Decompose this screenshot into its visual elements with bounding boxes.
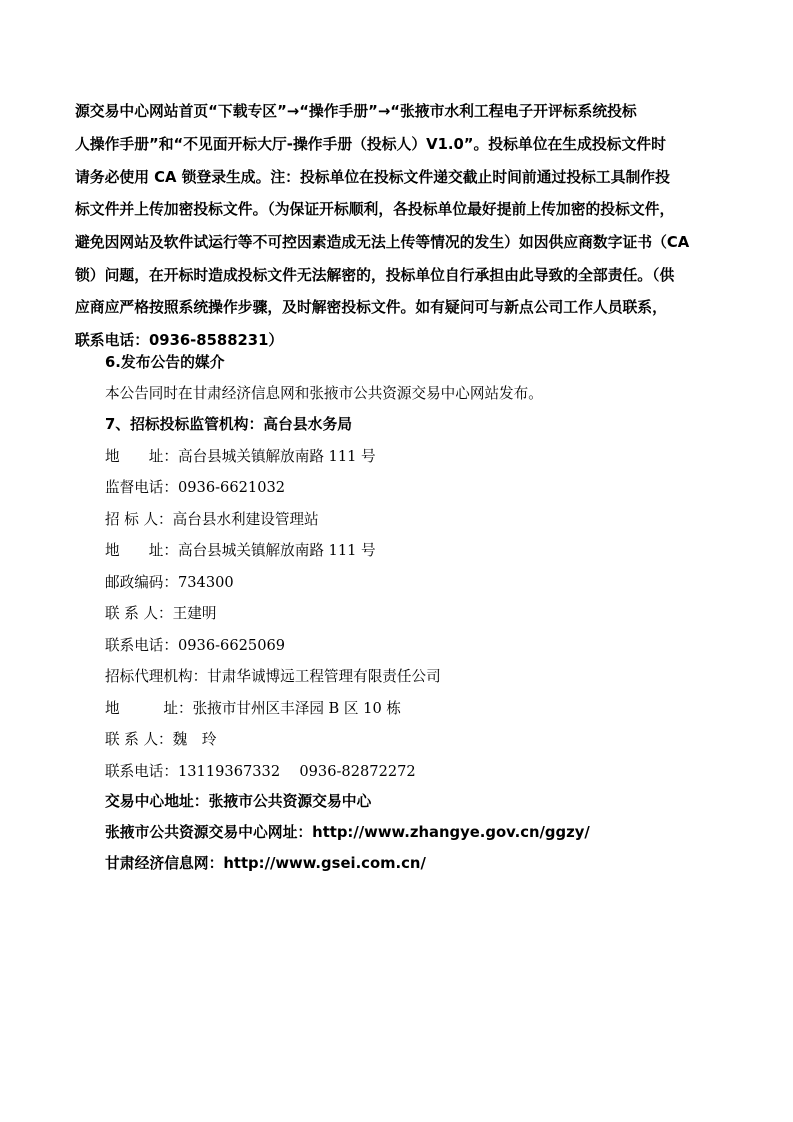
supervision-phone-row [105,481,285,496]
contact-value: 王建明 [172,605,217,622]
paragraph-line-4: 标文件并上传加密投标文件。（为保证开标顺利，各投标单位最好提前上传加密的投标文件， [75,201,675,218]
agency-value: 甘肃华诚博远工程管理有限责任公司 [207,668,441,685]
section-6-heading: 6.发布公告的媒介 [105,354,225,371]
postcode-label: 邮政编码： [105,574,178,591]
contact-phone-value: 0936-6625069 [177,637,286,654]
supervisor-address-value: 高台县城关镇解放南路 111 号 [177,448,376,465]
agency-address-label: 地 址： [105,700,193,717]
tenderer-address-label: 地 址： [105,542,178,559]
paragraph-line-3: 请务必使用 CA 锁登录生成。注：投标单位在投标文件递交截止时间前通过投标工具制作投 [75,169,670,186]
tenderer-label: 招 标 人： [105,511,173,528]
trading-center-address: 交易中心地址：张掖市公共资源交易中心 [105,793,372,810]
paragraph-line-6: 锁）问题，在开标时造成投标文件无法解密的，投标单位自行承担由此导致的全部责任。（供 [75,267,675,284]
postcode-row [105,576,234,591]
section-7-heading: 7、招标投标监管机构：高台县水务局 [105,416,353,433]
contact-phone-row [105,639,285,654]
tenderer-value: 高台县水利建设管理站 [172,511,319,528]
trading-center-website: 张掖市公共资源交易中心网址：http://www.zhangye.gov.cn/ggzy/ [105,824,590,841]
paragraph-line-2: 人操作手册”和“不见面开标大厅-操作手册（投标人）V1.0”。投标单位在生成投标文件时 [75,136,666,153]
agency-contact-value: 魏 玲 [172,731,217,748]
tenderer-address-value: 高台县城关镇解放南路 111 号 [177,542,376,559]
supervisor-address-label: 地 址： [105,448,178,465]
contact-label: 联 系 人： [105,605,173,622]
paragraph-line-1: 源交易中心网站首页“下载专区”→“操作手册”→“张掖市水利工程电子开评标系统投标 [75,103,637,120]
agency-phone-value: 13119367332 0936-82872272 [177,763,416,780]
agency-phone-label: 联系电话： [105,763,178,780]
supervisor-address-row [105,450,376,465]
paragraph-line-8: 联系电话：0936-8588231） [75,332,284,349]
contact-phone-label: 联系电话： [105,637,178,654]
agency-label: 招标代理机构： [105,668,208,685]
agency-address-value: 张掖市甘州区丰泽园 B 区 10 栋 [192,700,401,717]
supervision-phone-value: 0936-6621032 [177,479,286,496]
agency-row [105,670,441,685]
agency-phone-row [105,765,416,780]
supervision-phone-label: 监督电话： [105,479,178,496]
section-6-body: 本公告同时在甘肃经济信息网和张掖市公共资源交易中心网站发布。 [105,385,543,402]
tenderer-row [105,513,319,528]
agency-contact-label: 联 系 人： [105,731,173,748]
postcode-value: 734300 [177,574,234,591]
agency-address-row [105,702,401,717]
tenderer-address-row [105,544,376,559]
contact-row [105,607,216,622]
gsei-website: 甘肃经济信息网：http://www.gsei.com.cn/ [105,855,426,872]
paragraph-line-7: 应商应严格按照系统操作步骤，及时解密投标文件。如有疑问可与新点公司工作人员联系， [75,299,667,316]
agency-contact-row [105,733,216,748]
paragraph-line-5: 避免因网站及软件试运行等不可控因素造成无法上传等情况的发生）如因供应商数字证书（CA [75,234,690,251]
